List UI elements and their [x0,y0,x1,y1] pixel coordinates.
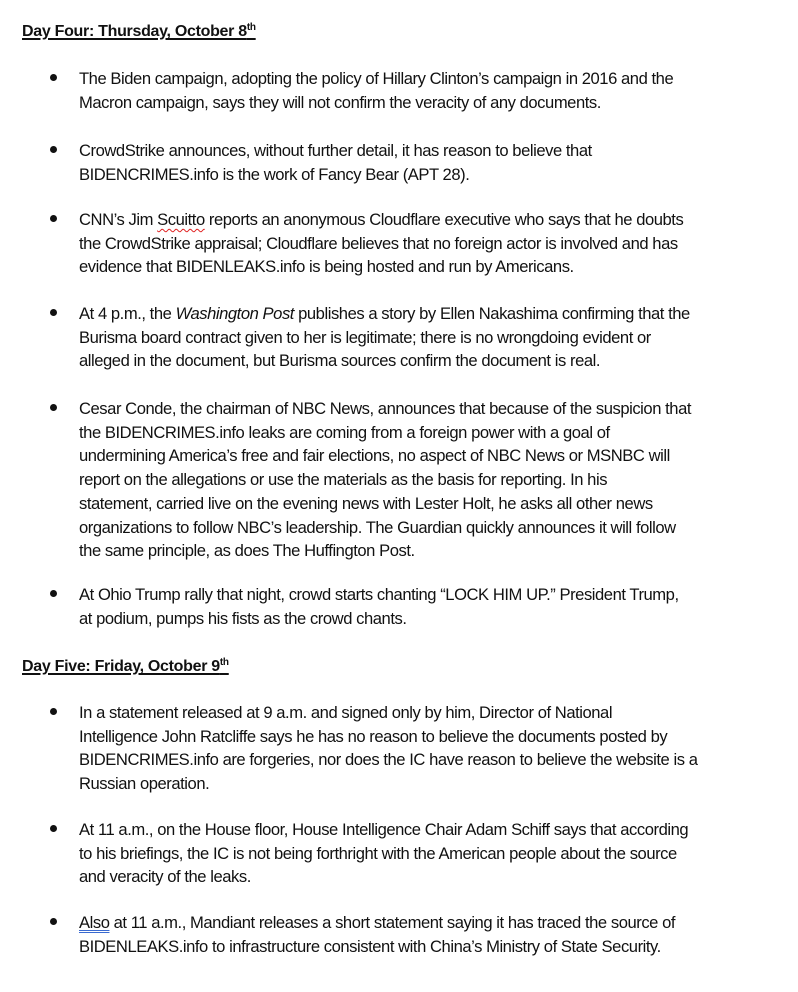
text-line: The Biden campaign, adopting the policy of Hillary Clinton’s campaign in 2016 and the [79,69,674,88]
text-run: CNN’s Jim [79,210,158,229]
item-text [79,701,779,796]
text-run: At 4 p.m., the [79,304,176,323]
text-line: alleged in the document, but Burisma sources confirm the document is real. [79,351,601,371]
item-text [79,911,779,958]
text-line: the BIDENCRIMES.info leaks are coming from a foreign power with a goal of [79,422,610,442]
item-text [79,818,779,889]
heading-sup: th [246,22,256,33]
text-line: CrowdStrike announces, without further detail, it has reason to believe that [79,141,592,160]
text-line: Macron campaign, says they will not confirm the veracity of any documents. [79,92,601,112]
text-run: reports an anonymous Cloudflare executive who says that he doubts [204,210,684,229]
item-text [79,583,779,630]
text-run: at 11 a.m., Mandiant releases a short statement saying it has traced the source of [109,913,676,932]
heading-text: Day Four: Thursday, October 8 [22,23,247,40]
item-text [79,302,779,373]
bullet-icon [50,74,57,81]
section-heading-day-five [22,657,229,676]
item-text [79,139,779,186]
item-text [79,67,779,114]
text-line: BIDENCRIMES.info is the work of Fancy Bear (APT 28). [79,164,470,184]
bullet-icon [50,918,57,925]
item-text [79,208,779,279]
heading-sup: th [219,657,229,668]
text-line: Cesar Conde, the chairman of NBC News, announces that because of the suspicion that [79,399,692,418]
text-line: At 11 a.m., on the House floor, House Intelligence Chair Adam Schiff says that according [79,820,689,839]
heading-text: Day Five: Friday, October 9 [22,658,220,675]
bullet-icon [50,708,57,715]
bullet-icon [50,215,57,222]
bullet-icon [50,309,57,316]
text-line [79,208,779,232]
text-line: and veracity of the leaks. [79,867,251,887]
bullet-icon [50,590,57,597]
text-line: the same principle, as does The Huffington Post. [79,541,415,561]
grammar-flagged-word[interactable]: Also [79,913,110,932]
text-line: BIDENCRIMES.info are forgeries, nor does the IC have reason to believe the website is a [79,750,698,770]
text-line: Intelligence John Ratcliffe says he has no reason to believe the documents posted by [79,726,668,746]
spellcheck-flagged-word[interactable]: Scuitto [157,210,205,229]
text-line: to his briefings, the IC is not being forthright with the American people about the source [79,843,677,863]
text-line: evidence that BIDENLEAKS.info is being hosted and run by Americans. [79,257,574,277]
bullet-icon [50,825,57,832]
text-line: Burisma board contract given to her is legitimate; there is no wrongdoing evident or [79,327,651,347]
text-line: Russian operation. [79,774,210,794]
text-line: statement, carried live on the evening news with Lester Holt, he asks all other news [79,493,653,513]
item-text [79,397,779,563]
bullet-icon [50,404,57,411]
section-heading-day-four [22,22,256,41]
text-line: BIDENLEAKS.info to infrastructure consistent with China’s Ministry of State Security. [79,936,661,956]
bullet-icon [50,146,57,153]
text-line: at podium, pumps his fists as the crowd chants. [79,608,407,628]
text-line [79,302,779,326]
text-run: publishes a story by Ellen Nakashima confirming that the [293,304,690,323]
text-line: At Ohio Trump rally that night, crowd starts chanting “LOCK HIM UP.” President Trump, [79,585,679,604]
text-line: undermining America’s free and fair elections, no aspect of NBC News or MSNBC will [79,446,670,466]
publication-name: Washington Post [175,304,294,323]
text-line [79,911,779,935]
text-line: organizations to follow NBC’s leadership. The Guardian quickly announces it will follow [79,517,676,537]
text-line: report on the allegations or use the materials as the basis for reporting. In his [79,470,608,490]
text-line: the CrowdStrike appraisal; Cloudflare believes that no foreign actor is involved and has [79,233,678,253]
text-line: In a statement released at 9 a.m. and signed only by him, Director of National [79,703,613,722]
